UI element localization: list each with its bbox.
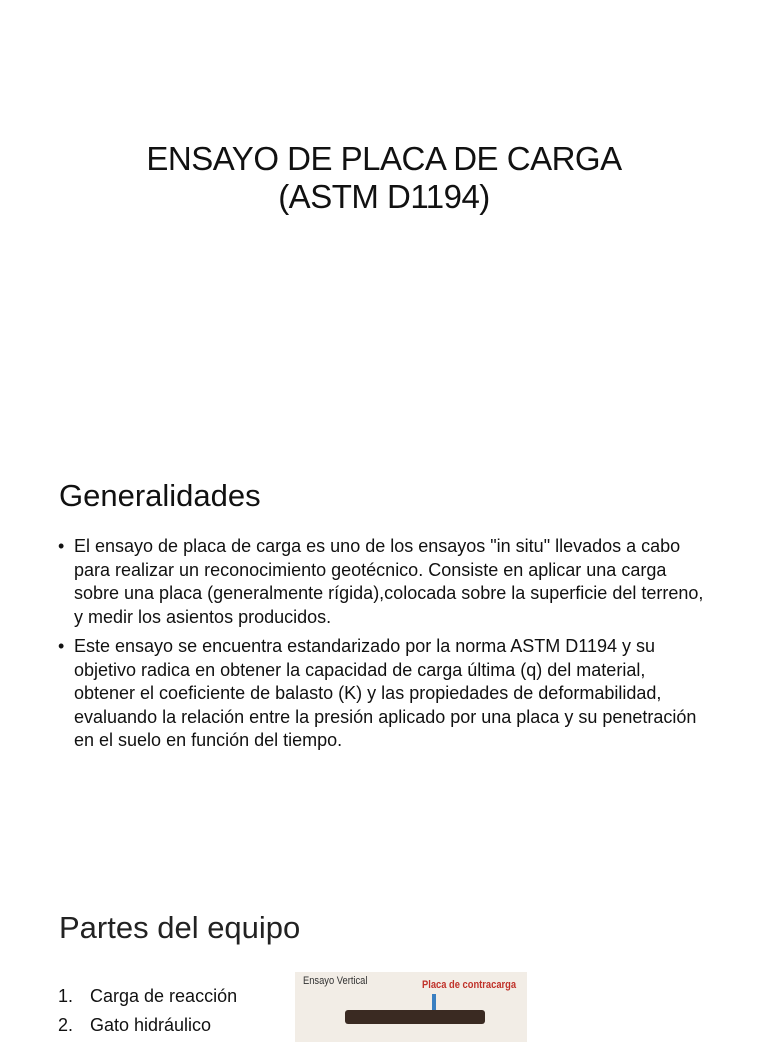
title-line-2: (ASTM D1194)	[278, 178, 490, 215]
list-number: 1.	[58, 986, 74, 1006]
list-label: Carga de reacción	[90, 986, 238, 1006]
slide-title	[0, 140, 768, 216]
list-label: Gato hidráulico	[90, 1015, 212, 1035]
image-caption-vertical: Ensayo Vertical	[303, 975, 368, 987]
section-heading-partes: Partes del equipo	[59, 910, 301, 945]
generalidades-slide	[0, 440, 768, 880]
bullet-list	[58, 535, 708, 759]
title-line-1: ENSAYO DE PLACA DE CARGA	[146, 140, 622, 177]
numbered-list	[58, 982, 288, 1040]
image-caption-placa: Placa de contracarga	[422, 979, 517, 991]
bullet-item	[58, 635, 708, 753]
list-item	[58, 1011, 288, 1040]
bullet-item	[58, 535, 708, 629]
title-slide	[0, 0, 768, 440]
bullet-text: Este ensayo se encuentra estandarizado por la norma ASTM D1194 y su objetivo radica en obtener la capacidad de carga última (q) del material, obtener el coeficiente de balasto (K) y las propiedades de deformabilidad, evaluando la relación entre la presión aplicado por una placa y su penetración en el suelo en función del tiempo.	[74, 636, 697, 750]
partes-equipo-slide	[0, 880, 768, 1035]
list-number: 2.	[58, 1015, 74, 1035]
list-item	[58, 982, 288, 1011]
bullet-text: El ensayo de placa de carga es uno de los ensayos "in situ" llevados a cabo para realizar un reconocimiento geotécnico. Consiste en aplicar una carga sobre una placa (generalmente rígida),colocada sobre la superficie del terreno, y medir los asientos producidos.	[74, 536, 704, 627]
equipment-diagram-image	[295, 972, 527, 1042]
bullet-marker: •	[58, 536, 65, 556]
reaction-beam-shape	[345, 1010, 485, 1024]
bullet-marker: •	[58, 636, 65, 656]
section-heading-generalidades: Generalidades	[59, 478, 261, 513]
